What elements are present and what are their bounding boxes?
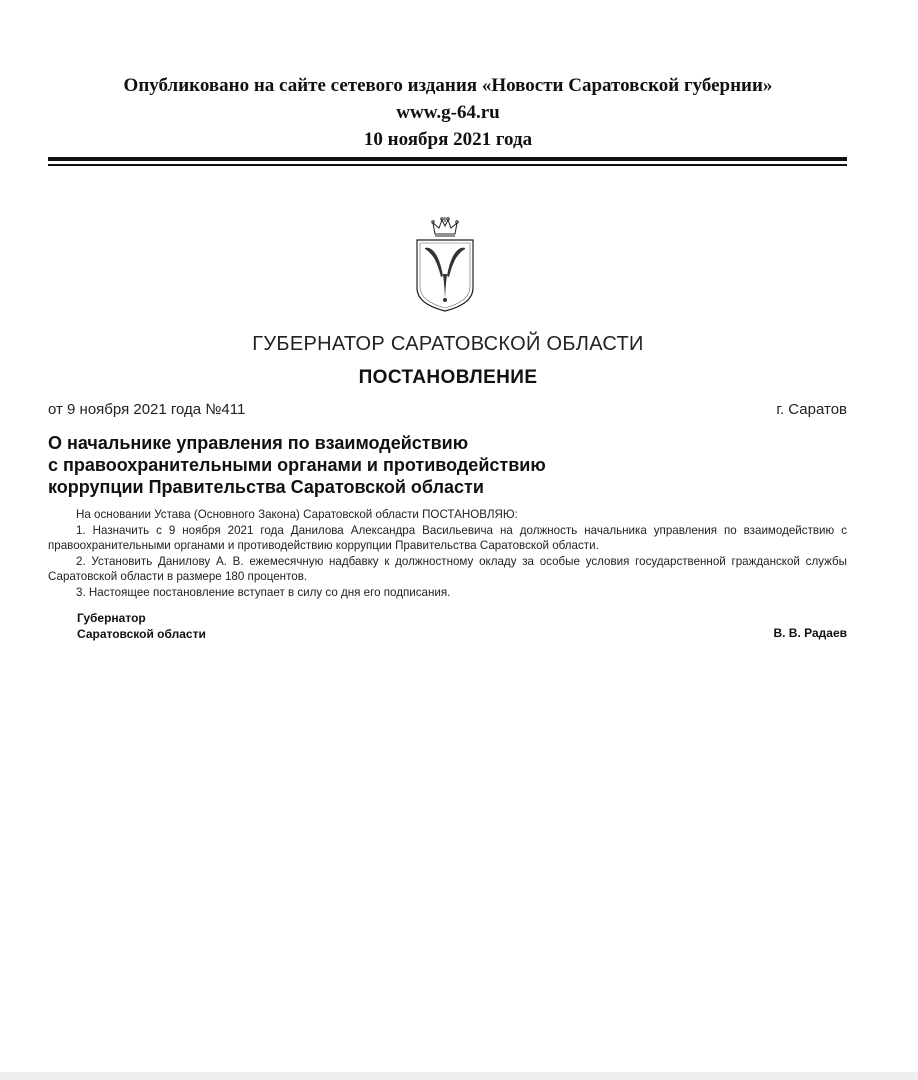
publication-date: 10 ноября 2021 года: [363, 129, 533, 150]
saratov-coat-of-arms-icon: [409, 216, 481, 314]
signatory-name: В. В. Радаев: [773, 626, 847, 640]
signatory-position: [77, 611, 206, 642]
publication-header: [48, 72, 848, 153]
signatory-position-line: Губернатор: [77, 611, 146, 625]
document-body: [48, 507, 847, 600]
viewer-bottom-edge: [0, 1072, 918, 1080]
signatory-position-line: Саратовской области: [77, 626, 206, 641]
header-rule-thin: [48, 164, 847, 166]
document-title-line: О начальнике управления по взаимодействию: [48, 433, 469, 453]
document-title-line: с правоохранительными органами и противодействию: [48, 455, 546, 475]
publication-site: www.g-64.ru: [396, 102, 500, 123]
issuing-authority: ГУБЕРНАТОР САРАТОВСКОЙ ОБЛАСТИ: [252, 333, 644, 355]
document-title-line: коррупции Правительства Саратовской области: [48, 477, 484, 497]
document-date-number: от 9 ноября 2021 года №411: [48, 401, 246, 418]
body-paragraph: 3. Настоящее постановление вступает в силу со дня его подписания.: [76, 585, 451, 599]
header-rule-thick: [48, 157, 847, 161]
body-paragraph: 1. Назначить с 9 ноября 2021 года Данилова Александра Васильевича на должность начальника управления по взаимодействию с правоохранительными органами и противодействию коррупции Правительства Саратовской области.: [48, 523, 847, 552]
document-place: г. Саратов: [776, 401, 847, 418]
document-title: [48, 432, 668, 498]
publication-line: Опубликовано на сайте сетевого издания «Новости Саратовской губернии»: [123, 75, 773, 96]
body-paragraph: 2. Установить Данилову А. В. ежемесячную надбавку к должностному окладу за особые условия государственной гражданской службы Саратовской области в размере 180 процентов.: [48, 554, 847, 583]
body-paragraph: На основании Устава (Основного Закона) Саратовской области ПОСТАНОВЛЯЮ:: [76, 508, 518, 521]
document-type: ПОСТАНОВЛЕНИЕ: [358, 367, 538, 388]
